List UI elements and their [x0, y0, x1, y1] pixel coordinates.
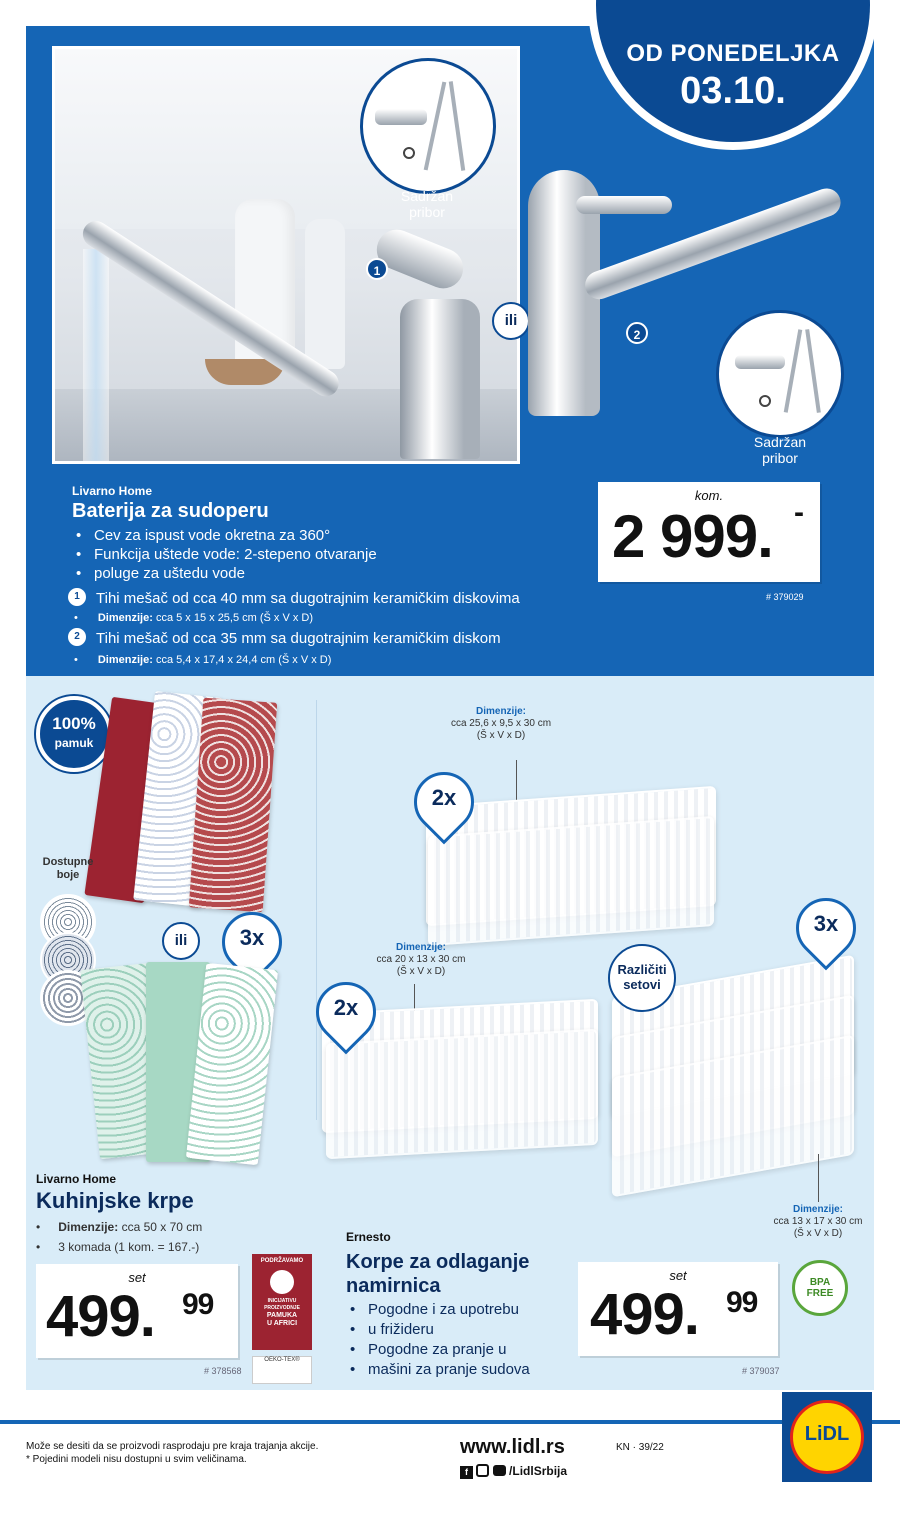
date-badge-date: 03.10. [680, 70, 786, 112]
dim-value: cca 5,4 x 17,4 x 24,4 cm (Š x V x D) [155, 654, 332, 666]
youtube-icon[interactable] [493, 1465, 506, 1476]
support-line: PAMUKA [266, 1312, 298, 1319]
baskets-bullet-text: mašini za pranje sudova [368, 1361, 530, 1378]
dim-label: Dimenzije: [475, 706, 526, 717]
footer-note: * Pojedini modeli nisu dostupni u svim veličinama. [26, 1454, 247, 1465]
footer-notes [26, 1440, 318, 1466]
faucet-option-1-dimensions: • Dimenzije: cca 5 x 15 x 25,5 cm (Š x V x D) [74, 612, 314, 624]
faucet-2-lever [576, 196, 672, 214]
bpa-line: BPA [809, 1277, 831, 1288]
baskets-price-box [578, 1262, 778, 1356]
faucet-bullet-continued [72, 564, 377, 583]
basket-3-count-label: 3x [813, 911, 839, 936]
footer-line [872, 1420, 900, 1424]
baskets-title-line: namirnica [346, 1275, 441, 1297]
price-decimals: 99 [726, 1286, 758, 1319]
baskets-bullet: • Pogodne za pranje u [346, 1340, 530, 1360]
hose-icon [449, 81, 465, 171]
hose-icon [805, 329, 821, 413]
basket-2-dimensions [356, 942, 486, 978]
colors-label: Dostupne boje [42, 856, 94, 881]
bottle-image [305, 219, 345, 369]
basket-1-dimensions [426, 706, 576, 742]
quantity-text: 3 komada (1 kom. = 167.-) [58, 1240, 200, 1254]
dim-value: cca 50 x 70 cm [121, 1220, 203, 1234]
towels-quantity: • 3 komada (1 kom. = 167.-) [36, 1240, 200, 1254]
option-2-marker: 2 [626, 322, 648, 344]
sets-badge [608, 944, 676, 1012]
dim-axes: (Š x V x D) [476, 730, 526, 741]
faucet-lever-image [371, 224, 469, 295]
option-1-marker: 1 [366, 258, 388, 280]
included-accessories-image-2 [716, 310, 844, 438]
towels-article-number: # 378568 [204, 1366, 242, 1376]
dim-value: cca 5 x 15 x 25,5 cm (Š x V x D) [155, 612, 314, 624]
dimension-pointer [818, 1154, 819, 1202]
faucet-bullet: • Cev za ispust vode okretna za 360° [72, 526, 377, 545]
cotton-text: pamuk [54, 736, 94, 750]
faucet-title: Baterija za sudoperu [72, 500, 269, 522]
dim-label: Dimenzije: [792, 1204, 843, 1215]
baskets-article-number: # 379037 [742, 1366, 780, 1376]
or-badge: ili [492, 302, 530, 340]
faucet-bullet-text: poluge za uštedu vode [94, 565, 245, 582]
price-dash: - [794, 496, 803, 529]
section-divider [316, 700, 317, 1120]
cotton-percent: 100% [52, 714, 96, 733]
option-2-icon: 2 [68, 628, 86, 646]
faucet-body-image [400, 299, 480, 459]
towels-brand: Livarno Home [36, 1172, 117, 1186]
option-1-text: Tihi mešač od cca 40 mm sa dugotrajnim keramičkim diskovima [96, 590, 520, 607]
faucet-brand: Livarno Home [72, 484, 153, 498]
included-label-2: Sadržan pribor [753, 434, 807, 466]
basket-3-dimensions [766, 1204, 870, 1240]
towels-price-box [36, 1264, 238, 1358]
lidl-logo-circle [790, 1400, 864, 1474]
social-handle: /LidlSrbija [509, 1464, 568, 1478]
faucet-option-1 [68, 590, 628, 607]
date-badge-line1: OD PONEDELJKA [626, 40, 840, 67]
dim-label: Dimenzije: [97, 612, 153, 624]
faucet-option-2-dimensions: • Dimenzije: cca 5,4 x 17,4 x 24,4 cm (Š x V x D) [74, 654, 332, 666]
baskets-bullet-continued [346, 1360, 530, 1380]
africa-icon [270, 1270, 294, 1294]
included-accessories-image [360, 58, 496, 194]
washer-icon [403, 147, 415, 159]
option-2-text: Tihi mešač od cca 35 mm sa dugotrajnim keramičkim diskom [96, 630, 501, 647]
baskets-title-line: Korpe za odlaganje [346, 1251, 530, 1273]
social-links [460, 1464, 567, 1479]
mini-faucet-icon [735, 355, 785, 369]
dim-value: cca 13 x 17 x 30 cm [773, 1216, 863, 1227]
washer-icon [759, 395, 771, 407]
baskets-bullet-text: u frižideru [368, 1321, 434, 1338]
faucet-article-number: # 379029 [766, 592, 804, 602]
footer-note: Može se desiti da se proizvodi rasprodaju pre kraja trajanja akcije. [26, 1441, 319, 1452]
website-link[interactable]: www.lidl.rs [460, 1436, 565, 1458]
support-line: PROIZVODNJE [264, 1305, 300, 1311]
dim-axes: (Š x V x D) [396, 966, 446, 977]
dim-label: Dimenzije: [395, 942, 446, 953]
dim-label: Dimenzije: [58, 1220, 119, 1234]
hose-icon [784, 329, 803, 412]
cotton-africa-badge [252, 1254, 312, 1350]
water-stream [83, 249, 109, 461]
faucet-bullet: • Funkcija uštede vode: 2-stepeno otvaranje [72, 545, 377, 564]
mini-faucet-icon [375, 109, 427, 125]
dim-value: cca 25,6 x 9,5 x 30 cm [450, 718, 552, 729]
lidl-logo-text: LiDL [804, 1423, 850, 1445]
support-line: INICIJATIVU [267, 1298, 297, 1304]
price-value: 499. [46, 1284, 155, 1349]
baskets-brand: Ernesto [346, 1230, 391, 1244]
faucet-bullets [72, 526, 377, 583]
bpa-line: FREE [806, 1288, 834, 1299]
basket-2-count-label: 2x [333, 995, 359, 1020]
count-pin-label: 3x [239, 925, 265, 950]
sets-label: Različiti setovi [617, 962, 667, 992]
price-decimals: 99 [182, 1288, 214, 1321]
issue-number: KN · 39/22 [616, 1442, 664, 1453]
hose-icon [424, 82, 447, 171]
price-unit: set [128, 1270, 146, 1285]
faucet-price-box [598, 482, 820, 582]
dim-label: Dimenzije: [97, 654, 153, 666]
basket-image-medium-stacked [326, 1029, 598, 1159]
support-heading: PODRŽAVAMO [260, 1258, 304, 1264]
lidl-logo[interactable] [782, 1392, 872, 1482]
dim-value: cca 20 x 13 x 30 cm [376, 954, 466, 965]
towel-image-patterned [189, 698, 277, 913]
baskets-bullets [346, 1300, 530, 1380]
support-text [252, 1298, 312, 1328]
instagram-icon[interactable] [476, 1464, 489, 1477]
basket-image-large-stacked [428, 816, 714, 946]
price-value: 499. [590, 1282, 699, 1347]
facebook-icon[interactable]: f [460, 1466, 473, 1479]
basket-1-count-label: 2x [431, 785, 457, 810]
faucet-option-2 [68, 630, 628, 647]
products-section [26, 676, 874, 1390]
baskets-bullet: • Pogodne i za upotrebu [346, 1300, 530, 1320]
baskets-bullet-continued [346, 1320, 530, 1340]
or-badge-towels: ili [162, 922, 200, 960]
price-unit: set [669, 1268, 687, 1283]
dim-axes: (Š x V x D) [793, 1228, 843, 1239]
bpa-free-badge [792, 1260, 848, 1316]
support-line: U AFRICI [266, 1320, 298, 1327]
price-unit: kom. [694, 488, 724, 503]
dimension-pointer [516, 760, 517, 800]
baskets-title [346, 1250, 529, 1298]
footer-line [0, 1420, 782, 1424]
cotton-badge [36, 696, 112, 772]
option-1-icon: 1 [68, 588, 86, 606]
towels-title: Kuhinjske krpe [36, 1188, 194, 1213]
towels-dimensions: • Dimenzije: cca 50 x 70 cm [36, 1220, 203, 1234]
price-value: 2 999. [612, 503, 773, 570]
bpa-text [795, 1277, 845, 1299]
oeko-tex-badge: OEKO-TEX® [252, 1356, 312, 1384]
included-label-1: Sadržan pribor [400, 188, 454, 220]
